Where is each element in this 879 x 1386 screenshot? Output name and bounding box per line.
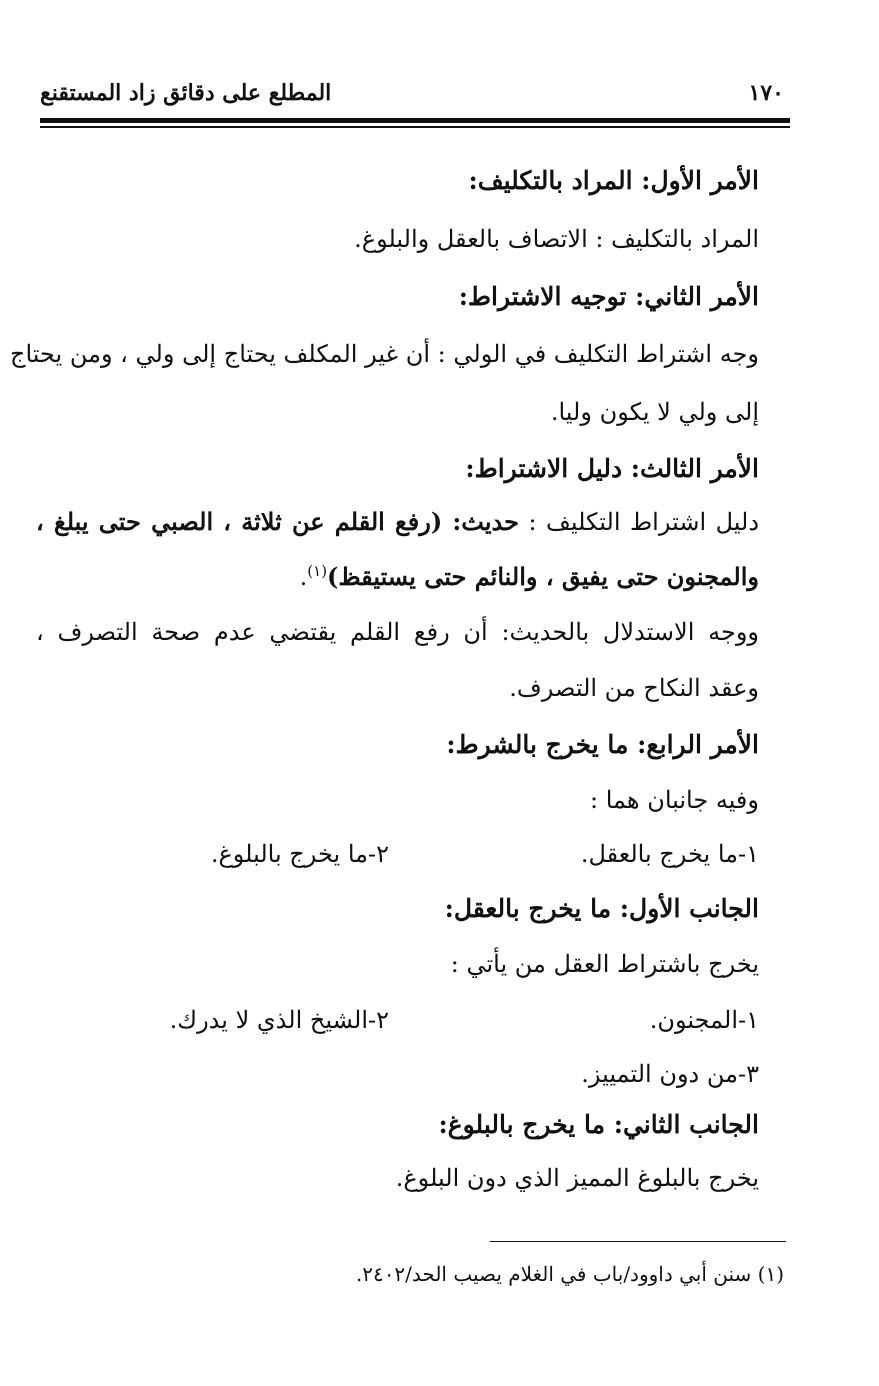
paragraph-inference-line2: وعقد النكاح من التصرف.: [509, 674, 759, 702]
list-item: ١-ما يخرج بالعقل.: [580, 840, 759, 868]
heading-first-aspect: الجانب الأول: ما يخرج بالعقل:: [444, 894, 759, 923]
heading-fourth-matter: الأمر الرابع: ما يخرج بالشرط:: [446, 730, 759, 759]
hadith-text-part2: والمجنون حتى يفيق ، والنائم حتى يستيقظ): [327, 562, 759, 591]
paragraph-excluded-by-puberty: يخرج بالبلوغ المميز الذي دون البلوغ.: [395, 1164, 759, 1192]
paragraph-inference-line1: ووجه الاستدلال بالحديث: أن رفع القلم يقتضي عدم صحة التصرف ،: [36, 618, 759, 646]
paragraph-excluded-by-reason: يخرج باشتراط العقل من يأتي :: [450, 950, 759, 978]
page-number: ١٧٠: [748, 80, 784, 106]
header-rule-thin: [40, 126, 790, 128]
list-item: ٢-ما يخرج بالبلوغ.: [210, 840, 389, 868]
list-item: ٢-الشيخ الذي لا يدرك.: [169, 1006, 389, 1034]
hadith-text-part1: حديث: (رفع القلم عن ثلاثة ، الصبي حتى يبلغ ،: [36, 507, 519, 536]
sentence-end: .: [299, 563, 308, 591]
heading-first-matter: الأمر الأول: المراد بالتكليف:: [468, 166, 759, 195]
paragraph-definition: المراد بالتكليف : الاتصاف بالعقل والبلوغ.: [354, 225, 759, 253]
footnote-text: (١) سنن أبي داوود/باب في الغلام يصيب الحد/٢٤٠٢.: [355, 1262, 784, 1286]
header-rule-thick: [40, 118, 790, 123]
list-item: ٣-من دون التمييز.: [581, 1060, 759, 1088]
paragraph-evidence-line2: [36, 562, 759, 592]
evidence-intro: دليل اشتراط التكليف :: [518, 508, 760, 536]
paragraph-two-aspects: وفيه جانبان هما :: [590, 786, 759, 814]
list-item: ١-المجنون.: [649, 1006, 759, 1034]
running-header: [40, 78, 784, 116]
footnote-separator: [490, 1241, 786, 1242]
excluded-by-reason-list: [36, 1006, 759, 1038]
book-title: المطلع على دقائق زاد المستقنع: [40, 80, 332, 106]
aspects-list: [36, 840, 759, 872]
paragraph-evidence-line1: [36, 508, 759, 537]
footnote-reference: (١): [307, 562, 328, 580]
heading-second-aspect: الجانب الثاني: ما يخرج بالبلوغ:: [438, 1110, 759, 1139]
heading-third-matter: الأمر الثالث: دليل الاشتراط:: [465, 454, 759, 483]
paragraph-justification-line2: إلى ولي لا يكون وليا.: [550, 398, 759, 426]
heading-second-matter: الأمر الثاني: توجيه الاشتراط:: [458, 282, 759, 311]
paragraph-justification-line1: وجه اشتراط التكليف في الولي : أن غير المكلف يحتاج إلى ولي ، ومن يحتاج: [9, 340, 759, 368]
